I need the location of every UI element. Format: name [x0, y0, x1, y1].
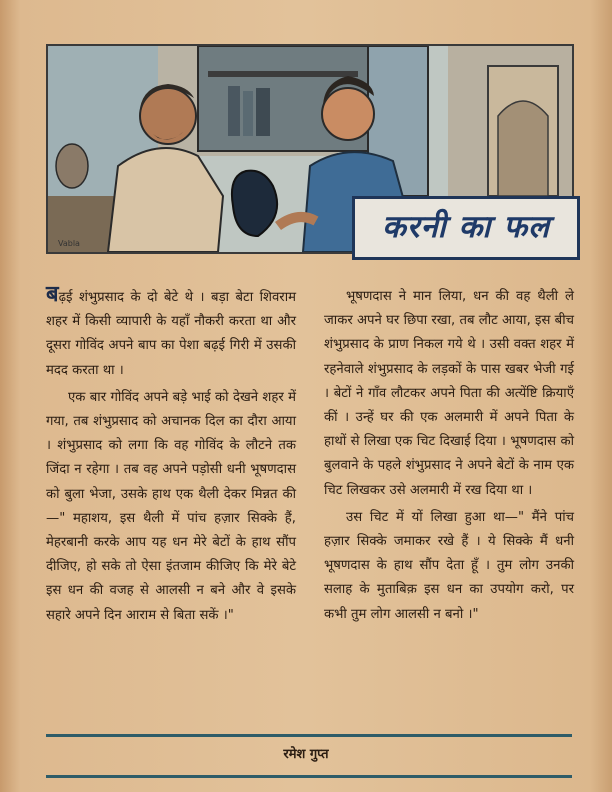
story-title: करनी का फल: [381, 209, 551, 245]
right-paragraph-2: उस चिट में यों लिखा हुआ था—" मैंने पांच हज़ार सिक्के जमाकर रखे हैं । ये सिक्के मैं धनी भूषणदास के हाथ सौंप देता हूँ । तुम लोग उनकी सलाह के मुताबिक़ इस धन का उपयोग करो, पर कभी तुम लोग आलसी न बनो ।": [324, 509, 574, 622]
left-paragraph-1-text: ढ़ई शंभुप्रसाद के दो बेटे थे । बड़ा बेटा शिवराम शहर में किसी व्यापारी के यहाँ नौकरी करता था और दूसरा गोविंद अपने बाप का पेशा बढ़ई गिरी में उसकी मदद करता था ।: [46, 290, 296, 378]
right-paragraph-1: भूषणदास ने मान लिया, धन की वह थैली ले जाकर अपने घर छिपा रखा, तब लौट आया, इस बीच शंभुप्रसाद के प्राण निकल गये थे । उसी वक्त शहर में रहनेवाले शंभुप्रसाद के लड़कों के पास खबर भेजी गई । बेटों ने गाँव लौटकर अपने पिता की अत्येंष्टि क्रियाएँ कीं । उन्हें घर की एक अलमारी में अपने पिता के हाथों से लिखा एक चिट दिखाई दिया । भूषणदास को बुलवाने के पहले शंभुप्रसाद ने अपने बेटों के नाम एक चिट लिखकर उसे अलमारी में रख दिया था ।: [324, 289, 574, 498]
footer-rule-top: [46, 734, 572, 737]
author-name: रमेश गुप्त: [283, 747, 329, 762]
svg-text:Vabla: Vabla: [58, 239, 80, 248]
drop-letter: ब: [46, 282, 59, 307]
left-column: [46, 282, 296, 631]
left-paragraph-2: एक बार गोविंद अपने बड़े भाई को देखने शहर में गया, तब शंभुप्रसाद को अचानक दिल का दौरा आया । शंभुप्रसाद को लगा कि वह गोविंद के लौटने तक जिंदा न रहेगा । तब वह अपने पड़ोसी धनी भूषणदास को बुला भेजा, उसके हाथ एक थैली देकर मिन्नत की—" महाशय, इस थैली में पांच हज़ार सिक्के हैं, मेहरबानी करके आप यह धन मेरे बेटों के हाथ सौंप दीजिए, हो सके तो ऐसा इंतजाम कीजिए कि मेरे बेटे इस धन की वजह से आलसी न बने और वे इसके सहारे अपने दिन आराम से बिता सकें ।": [46, 389, 296, 623]
title-box: [352, 196, 580, 260]
left-paragraph-1: [46, 282, 296, 383]
footer-rule-bottom: [46, 775, 572, 778]
right-column: [324, 285, 574, 630]
